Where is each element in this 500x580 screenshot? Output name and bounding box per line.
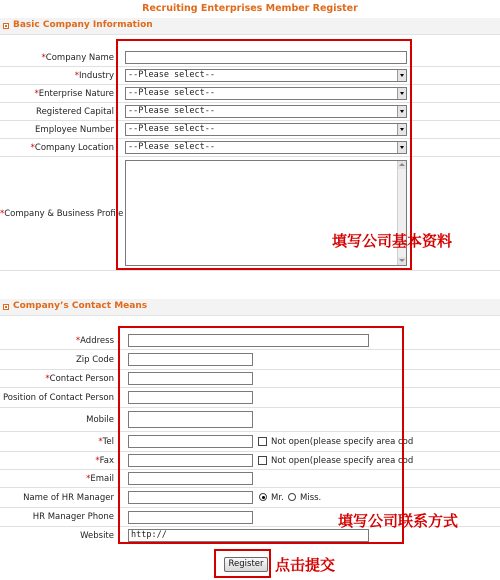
label-industry: *Industry — [74, 71, 114, 81]
label-hr-manager: Name of HR Manager — [23, 493, 114, 503]
label-company-location: *Company Location — [30, 143, 114, 153]
section-title-contact: Company’s Contact Means — [13, 301, 148, 311]
fax-not-open-label: Not open(please specify area cod — [271, 456, 414, 466]
label-website: Website — [80, 531, 114, 541]
page-title: Recruiting Enterprises Member Register — [142, 3, 358, 14]
label-tel: *Tel — [98, 437, 114, 447]
website-input[interactable]: http:// — [128, 529, 369, 542]
label-profile: *Company & Business Profile — [0, 209, 124, 219]
registered-capital-select[interactable]: --Please select-- — [125, 105, 407, 118]
label-fax: *Fax — [95, 456, 114, 466]
label-registered-capital: Registered Capital — [36, 107, 114, 117]
section-bullet-icon — [3, 304, 9, 310]
tel-not-open-label: Not open(please specify area cod — [271, 437, 414, 447]
register-button[interactable]: Register — [224, 557, 268, 572]
label-employee-number: Employee Number — [35, 125, 114, 135]
company-location-select[interactable]: --Please select-- — [125, 141, 407, 154]
industry-select[interactable]: --Please select-- — [125, 69, 407, 82]
section-header-contact — [0, 299, 500, 316]
label-address: *Address — [75, 336, 114, 346]
radio-mr-label: Mr. — [271, 493, 284, 503]
employee-number-select[interactable]: --Please select-- — [125, 123, 407, 136]
section-bullet-icon — [3, 23, 9, 29]
annotation-contact: 填写公司联系方式 — [338, 512, 459, 530]
label-email: *Email — [86, 474, 114, 484]
radio-miss-label: Miss. — [300, 493, 322, 503]
annotation-basic: 填写公司基本资料 — [332, 232, 453, 250]
section-header-basic — [0, 18, 500, 35]
label-mobile: Mobile — [86, 415, 114, 425]
label-hr-phone: HR Manager Phone — [32, 512, 114, 522]
label-company-name: *Company Name — [41, 53, 114, 63]
label-zip-code: Zip Code — [75, 355, 114, 365]
label-contact-person: *Contact Person — [45, 374, 114, 384]
section-title-basic: Basic Company Information — [13, 20, 153, 30]
enterprise-nature-select[interactable]: --Please select-- — [125, 87, 407, 100]
label-enterprise-nature: *Enterprise Nature — [34, 89, 114, 99]
annotation-submit: 点击提交 — [275, 556, 336, 574]
label-position: Position of Contact Person — [2, 393, 114, 403]
